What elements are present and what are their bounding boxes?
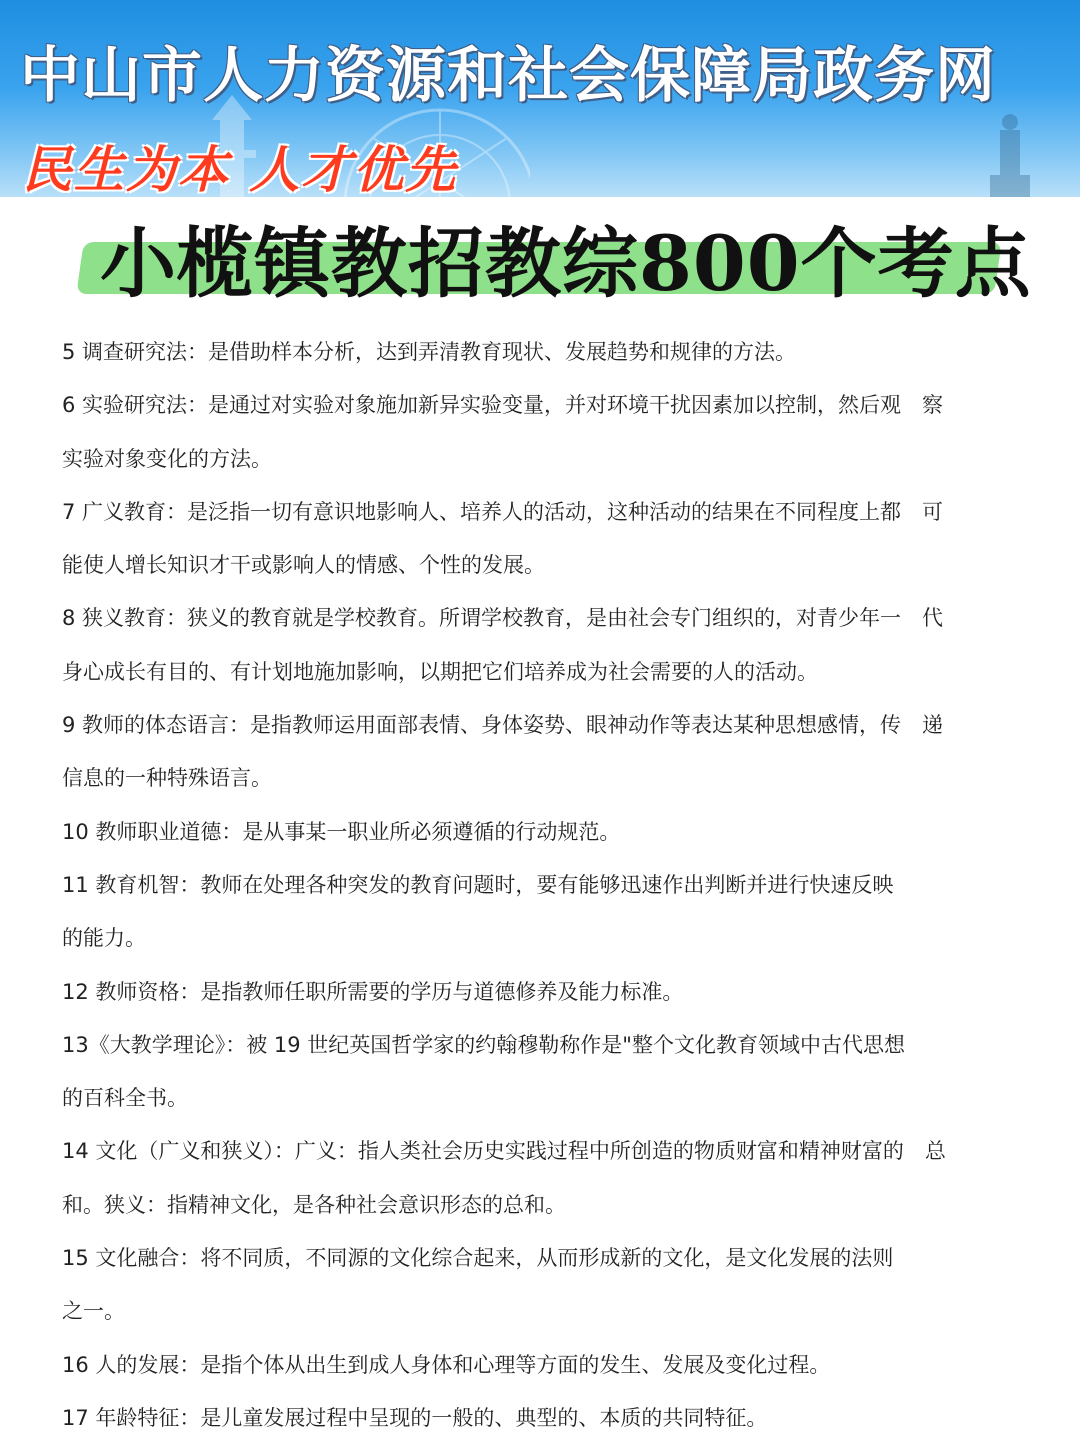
text-line: 14 文化（广义和狭义）：广义：指人类社会历史实践过程中所创造的物质财富和精神财富的 总 [62,1139,946,1164]
site-slogan: 民生为本 人才优先 [22,140,458,197]
text-line: 13《大教学理论》：被 19 世纪英国哲学家的约翰穆勒称作是"整个文化教育领域中古代思想 [62,1032,905,1057]
statue-illustration [980,110,1040,197]
text-line: 6 实验研究法：是通过对实验对象施加新异实验变量，并对环境干扰因素加以控制，然后观 察 [62,393,944,418]
text-line: 11 教育机智：教师在处理各种突发的教育问题时，要有能够迅速作出判断并进行快速反映 [62,872,894,897]
text-line: 信息的一种特殊语言。 [62,766,272,791]
headline-area [0,197,1080,307]
text-line: 实验对象变化的方法。 [62,446,272,471]
site-title: 中山市人力资源和社会保障局政务网 [20,41,996,111]
text-line: 8 狭义教育：狭义的教育就是学校教育。所谓学校教育，是由社会专门组织的，对青少年一 代 [62,606,944,631]
text-line: 9 教师的体态语言：是指教师运用面部表情、身体姿势、眼神动作等表达某种思想感情，传 递 [62,713,944,738]
text-line: 16 人的发展：是指个体从出生到成人身体和心理等方面的发生、发展及变化过程。 [62,1352,831,1377]
text-line: 15 文化融合：将不同质，不同源的文化综合起来，从而形成新的文化，是文化发展的法则 [62,1246,894,1271]
text-line: 之一。 [62,1299,125,1324]
text-line: 的能力。 [62,926,146,951]
text-line: 能使人增长知识才干或影响人的情感、个性的发展。 [62,553,545,578]
text-line: 5 调查研究法：是借助样本分析，达到弄清教育现状、发展趋势和规律的方法。 [62,340,797,364]
page-headline: 小榄镇教招教综800个考点 [100,219,1032,308]
article-body [62,326,1012,1445]
text-line: 身心成长有目的、有计划地施加影响，以期把它们培养成为社会需要的人的活动。 [62,659,818,684]
text-line: 10 教师职业道德：是从事某一职业所必须遵循的行动规范。 [62,819,621,844]
site-banner [0,0,1080,197]
text-line: 的百科全书。 [62,1086,188,1111]
text-line: 和。狭义：指精神文化，是各种社会意识形态的总和。 [62,1192,566,1217]
text-line: 7 广义教育：是泛指一切有意识地影响人、培养人的活动，这种活动的结果在不同程度上都 可 [62,499,944,524]
text-line: 17 年龄特征：是儿童发展过程中呈现的一般的、典型的、本质的共同特征。 [62,1405,768,1430]
text-line: 12 教师资格：是指教师任职所需要的学历与道德修养及能力标准。 [62,979,684,1004]
